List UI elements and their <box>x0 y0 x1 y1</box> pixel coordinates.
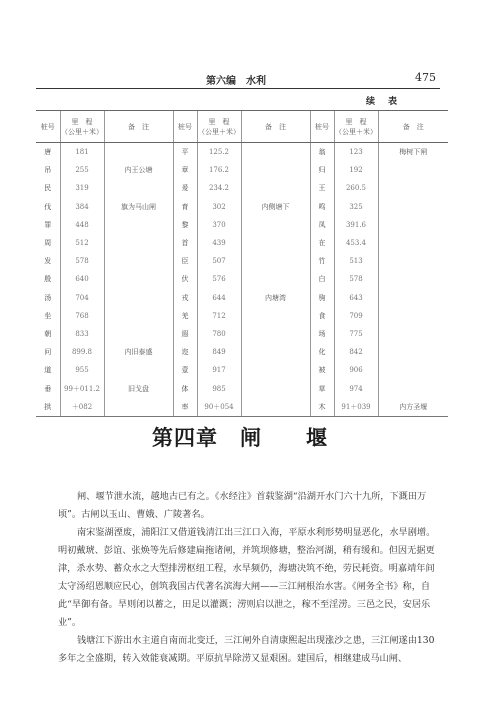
page-number: 475 <box>415 71 436 84</box>
header-rule <box>36 88 440 89</box>
note-cell <box>241 270 310 288</box>
stake-cell: 伐 <box>44 202 52 211</box>
column-header: 里 程 （公里＋米） <box>334 111 378 143</box>
column-header: 桩号 <box>36 111 60 143</box>
note-cell <box>104 398 173 417</box>
mileage-cell: 985 <box>197 379 241 397</box>
mileage-cell: 302 <box>197 198 241 216</box>
mileage-cell: 391.6 <box>334 216 378 234</box>
table-row <box>36 234 448 252</box>
stake-cell: 遐 <box>173 325 197 343</box>
stake-cell: 民 <box>44 184 52 193</box>
mileage-cell: 899.8 <box>60 343 104 361</box>
note-cell <box>241 398 310 417</box>
note-cell <box>104 307 173 325</box>
stake-cell: 汤 <box>44 293 52 302</box>
column-header: 里 程 （公里＋米） <box>197 111 241 143</box>
mileage-cell: 768 <box>60 307 104 325</box>
paragraph: 钱塘江下游出水主道自南而北变迁，三江闸外自清康熙起出现涨沙之患，三江闸遂由130多年之全盛期，转入效能衰减期。平原抗旱除涝又显艰困。建国后，相继建成马山闸、 <box>58 635 435 664</box>
stake-cell: 坐 <box>44 311 52 320</box>
mileage-cell: 319 <box>60 179 104 197</box>
note-cell <box>378 289 448 307</box>
paragraph: 闸、堰节泄水流，越地古已有之。《水经注》首载鉴湖“沿湖开水门六十九所，下溉田万顷”。古闸以玉山、曹娥、广陵著名。 <box>58 491 427 520</box>
stake-cell: 戎 <box>173 289 197 307</box>
note-cell <box>378 325 448 343</box>
note-cell <box>378 307 448 325</box>
stake-cell: 平 <box>173 143 197 162</box>
stake-cell: 垂 <box>44 384 52 393</box>
mileage-cell: 512 <box>60 234 104 252</box>
mileage-cell: 181 <box>60 143 104 162</box>
mileage-cell: 90＋054 <box>197 398 241 417</box>
mileage-cell: 255 <box>60 161 104 179</box>
note-cell <box>241 216 310 234</box>
stake-cell: 罪 <box>44 220 52 229</box>
table-row <box>36 179 448 197</box>
mileage-cell: 644 <box>197 289 241 307</box>
stake-cell: 育 <box>173 198 197 216</box>
stake-cell: 鸣 <box>310 198 334 216</box>
note-cell <box>241 379 310 397</box>
note-cell <box>378 179 448 197</box>
stake-cell: 章 <box>173 161 197 179</box>
stake-cell: 迩 <box>173 343 197 361</box>
table-row <box>36 398 448 417</box>
note-cell: 梅树下闸 <box>378 143 448 162</box>
stake-cell: 发 <box>44 257 52 266</box>
chapter-title: 第四章 闸 堰 <box>152 425 328 450</box>
note-cell: 内方圣堰 <box>378 398 448 417</box>
note-cell: 内王公塘 <box>104 161 173 179</box>
mileage-cell: 974 <box>334 379 378 397</box>
mileage-cell: 123 <box>334 143 378 162</box>
mileage-cell: 370 <box>197 216 241 234</box>
note-cell <box>378 361 448 379</box>
note-cell <box>241 143 310 162</box>
mileage-cell: 842 <box>334 343 378 361</box>
stake-cell: 归 <box>310 161 334 179</box>
mileage-cell: 704 <box>60 289 104 307</box>
stake-cell: 唐 <box>44 148 52 157</box>
table-row <box>36 216 448 234</box>
note-cell <box>104 270 173 288</box>
mileage-cell: 917 <box>197 361 241 379</box>
table-row <box>36 289 448 307</box>
note-cell: 内旧泰盛 <box>104 343 173 361</box>
mileage-cell: 91＋039 <box>334 398 378 417</box>
table-row <box>36 143 448 162</box>
stake-cell: 伏 <box>173 270 197 288</box>
table-row <box>36 307 448 325</box>
mileage-cell: 955 <box>60 361 104 379</box>
note-cell <box>241 179 310 197</box>
stake-cell: 白 <box>310 270 334 288</box>
stake-cell: 在 <box>310 234 334 252</box>
column-header: 备 注 <box>104 111 173 143</box>
note-cell <box>104 179 173 197</box>
stake-cell: 周 <box>44 239 52 248</box>
note-cell <box>378 234 448 252</box>
mileage-cell: 192 <box>334 161 378 179</box>
note-cell <box>241 234 310 252</box>
mileage-cell: 833 <box>60 325 104 343</box>
mileage-cell: 775 <box>334 325 378 343</box>
stake-cell: 场 <box>310 325 334 343</box>
note-cell: 旗为马山闸 <box>104 198 173 216</box>
mileage-cell: 576 <box>197 270 241 288</box>
note-cell: 旧戈盘 <box>104 379 173 397</box>
stake-cell: 翁 <box>310 143 334 162</box>
mileage-cell: 643 <box>334 289 378 307</box>
table-row <box>36 379 448 397</box>
note-cell <box>378 198 448 216</box>
stake-cell: 体 <box>173 379 197 397</box>
table-row <box>36 325 448 343</box>
mileage-cell: 709 <box>334 307 378 325</box>
note-cell <box>104 216 173 234</box>
mileage-cell: 780 <box>197 325 241 343</box>
stake-cell: 竹 <box>310 252 334 270</box>
mileage-cell: 712 <box>197 307 241 325</box>
note-cell <box>241 343 310 361</box>
mileage-cell: 99＋011.2 <box>60 379 104 397</box>
mileage-cell: 507 <box>197 252 241 270</box>
mileage-cell: ＋082 <box>60 398 104 417</box>
stake-cell: 问 <box>44 348 52 357</box>
mileage-cell: 125.2 <box>197 143 241 162</box>
mileage-cell: 176.2 <box>197 161 241 179</box>
table-row <box>36 343 448 361</box>
stake-cell: 臣 <box>173 252 197 270</box>
table-row <box>36 198 448 216</box>
stake-cell: 朝 <box>44 329 52 338</box>
note-cell <box>104 143 173 162</box>
note-cell <box>104 234 173 252</box>
note-cell <box>104 361 173 379</box>
column-header: 备 注 <box>241 111 310 143</box>
stake-cell: 黎 <box>173 216 197 234</box>
stake-cell: 首 <box>173 234 197 252</box>
mileage-cell: 453.4 <box>334 234 378 252</box>
note-cell <box>378 379 448 397</box>
stake-cell: 驹 <box>310 289 334 307</box>
note-cell <box>378 216 448 234</box>
note-cell: 内塘湾 <box>241 289 310 307</box>
body-text <box>58 488 442 668</box>
column-header: 桩号 <box>310 111 334 143</box>
table-row <box>36 361 448 379</box>
page-header <box>36 72 436 88</box>
mileage-cell: 234.2 <box>197 179 241 197</box>
stake-cell: 木 <box>310 398 334 417</box>
table-row <box>36 252 448 270</box>
stake-cell: 拱 <box>36 398 60 417</box>
note-cell <box>241 325 310 343</box>
mileage-cell: 260.5 <box>334 179 378 197</box>
mileage-cell: 578 <box>334 270 378 288</box>
stake-cell: 率 <box>173 398 197 417</box>
note-cell <box>241 361 310 379</box>
stake-mileage-table <box>36 110 448 417</box>
table-row <box>36 270 448 288</box>
stake-cell: 食 <box>310 307 334 325</box>
stake-cell: 草 <box>310 379 334 397</box>
continued-label: 续 表 <box>366 97 400 107</box>
note-cell <box>241 307 310 325</box>
stake-cell: 化 <box>310 343 334 361</box>
mileage-cell: 439 <box>197 234 241 252</box>
column-header: 里 程 （公里＋米） <box>60 111 104 143</box>
stake-cell: 羌 <box>173 307 197 325</box>
section-title: 第六编 水利 <box>206 76 266 87</box>
note-cell <box>241 252 310 270</box>
note-cell <box>104 252 173 270</box>
stake-cell: 凤 <box>310 216 334 234</box>
table-header-row <box>36 111 448 143</box>
mileage-cell: 849 <box>197 343 241 361</box>
column-header: 备 注 <box>378 111 448 143</box>
mileage-cell: 325 <box>334 198 378 216</box>
table-row <box>36 161 448 179</box>
note-cell <box>104 325 173 343</box>
note-cell <box>378 252 448 270</box>
paragraph: 南宋鉴湖湮废，浦阳江又借道钱清江出三江口入海，平原水利形势明显恶化，水旱剧增。明初戴琥、彭谊、张焕等先后修建扁拖诸闸，并筑坝修塘，整治河湖，稍有缓和。但因无据更津，杀水势、蓄众水之大型排涝枢纽工程，水旱频仍，海塘决筑不绝，劳民耗资。明嘉靖年间太守汤绍恩顺应民心，创筑我国古代著名滨海大闸——三江闸根治水害。《闸务全书》称，自此“旱御有备。旱则闭以蓄之，田足以灌溉；涝则启以泄之，稼不至淫涝。三邑之民，安居乐业”。 <box>58 527 436 628</box>
stake-cell: 道 <box>44 366 52 375</box>
note-cell <box>378 161 448 179</box>
mileage-cell: 578 <box>60 252 104 270</box>
mileage-cell: 640 <box>60 270 104 288</box>
note-cell: 内侧塘下 <box>241 198 310 216</box>
mileage-cell: 384 <box>60 198 104 216</box>
stake-cell: 爰 <box>173 179 197 197</box>
stake-cell: 王 <box>310 179 334 197</box>
stake-cell: 吊 <box>44 166 52 175</box>
stake-cell: 被 <box>310 361 334 379</box>
column-header: 桩号 <box>173 111 197 143</box>
mileage-cell: 448 <box>60 216 104 234</box>
mileage-cell: 906 <box>334 361 378 379</box>
note-cell <box>378 343 448 361</box>
note-cell <box>241 161 310 179</box>
stake-cell: 殷 <box>44 275 52 284</box>
stake-cell: 壹 <box>173 361 197 379</box>
note-cell <box>378 270 448 288</box>
note-cell <box>104 289 173 307</box>
mileage-cell: 513 <box>334 252 378 270</box>
